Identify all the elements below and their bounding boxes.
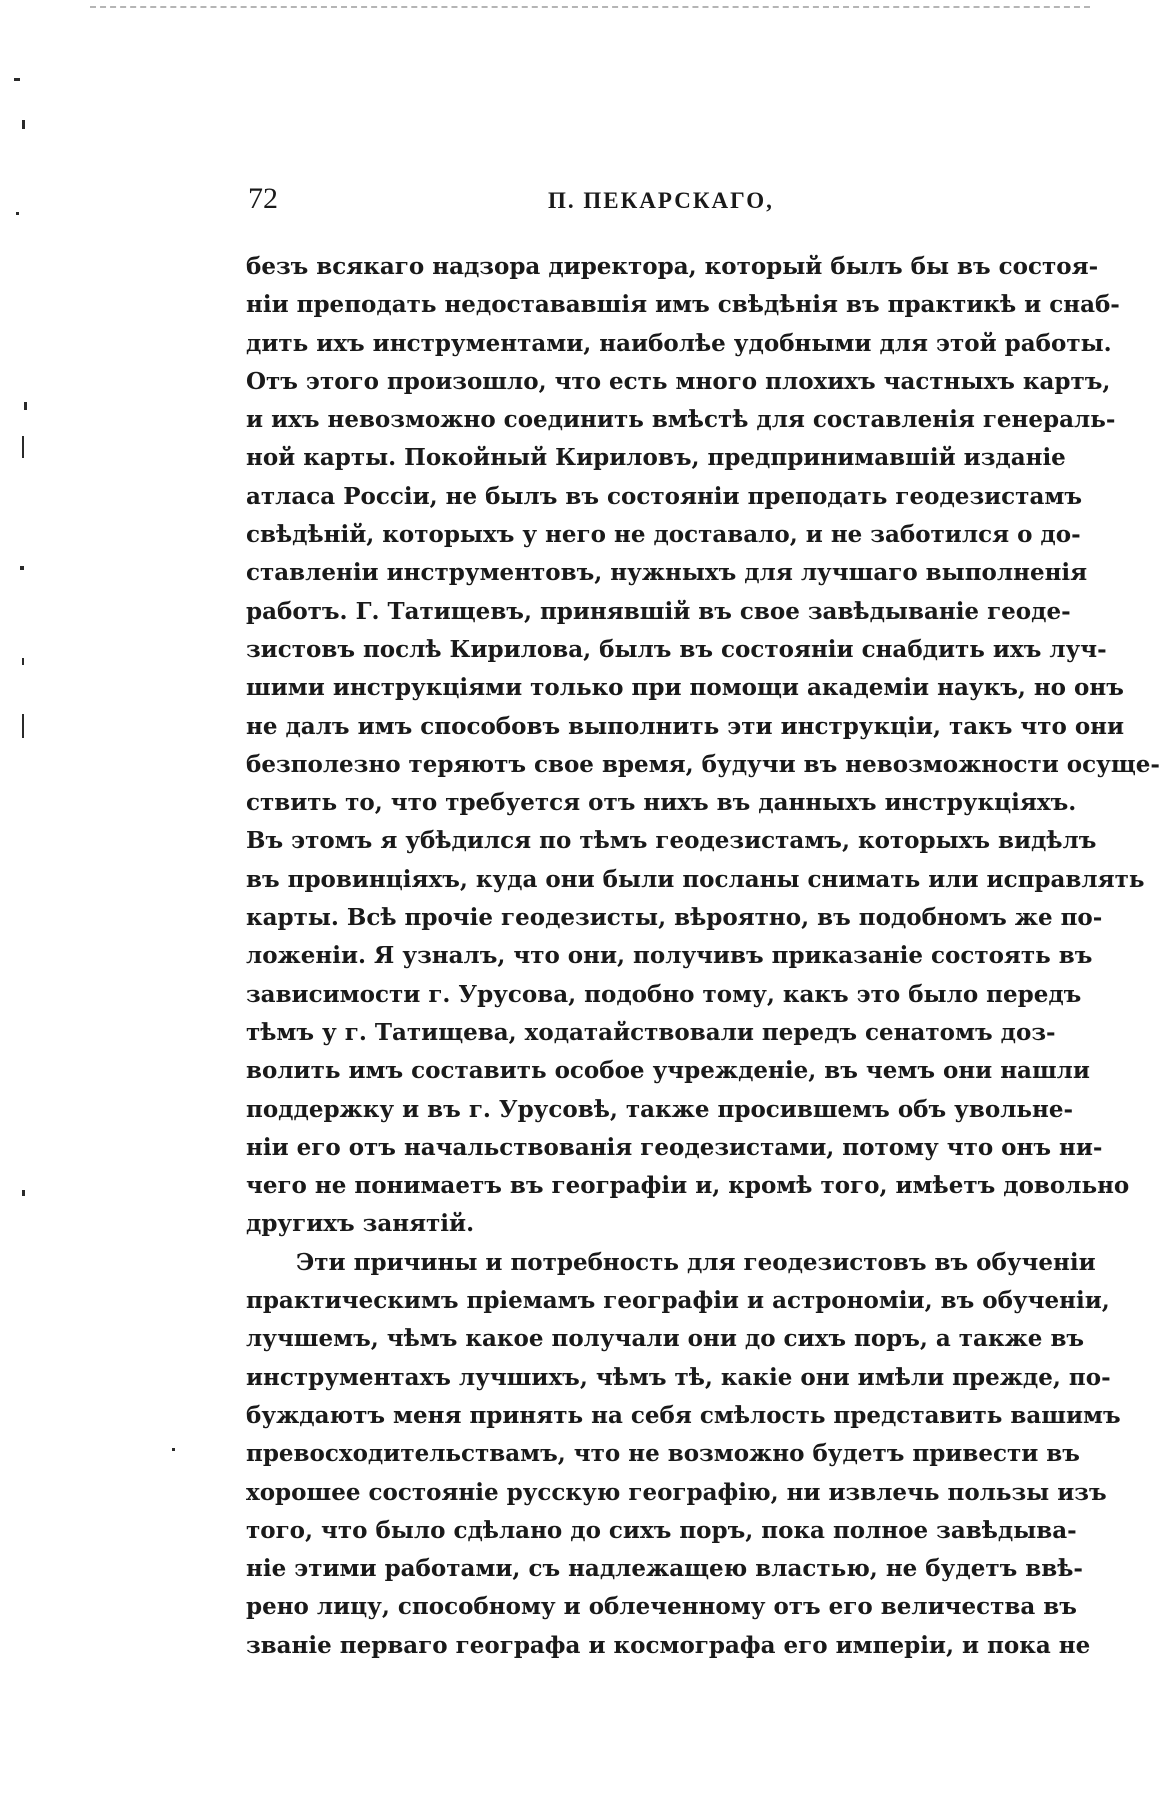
- text-line: свѣдѣній, которыхъ у него не доставало, и не заботился о до-: [246, 521, 1081, 549]
- text-line: буждаютъ меня принять на себя смѣлость представить вашимъ: [246, 1401, 1121, 1429]
- text-line: другихъ занятій.: [246, 1210, 475, 1238]
- text-line: поддержку и въ г. Урусовѣ, также просившемъ объ увольне-: [246, 1095, 1074, 1123]
- text-line: Эти причины и потребность для геодезистовъ въ обученіи: [296, 1248, 1096, 1276]
- text-line: ставленіи инструментовъ, нужныхъ для лучшаго выполненія: [246, 559, 1088, 587]
- scan-margin-mark: [172, 1448, 175, 1451]
- scan-top-rule: [90, 6, 1090, 8]
- text-line: атласа Россіи, не былъ въ состояніи преподать геодезистамъ: [246, 482, 1082, 510]
- paragraph-2: [246, 1244, 1121, 1665]
- text-line: не далъ имъ способовъ выполнить эти инструкціи, такъ что они: [246, 712, 1125, 740]
- text-line: карты. Всѣ прочіе геодезисты, вѣроятно, въ подобномъ же по-: [246, 904, 1103, 932]
- text-line: Отъ этого произошло, что есть много плохихъ частныхъ картъ,: [246, 367, 1111, 395]
- scan-margin-mark: [22, 658, 24, 665]
- text-line: дить ихъ инструментами, наиболѣе удобными для этой работы.: [246, 329, 1112, 357]
- text-line: рено лицу, способному и облеченному отъ его величества въ: [246, 1593, 1077, 1621]
- scan-margin-mark: [16, 212, 19, 215]
- text-line: Въ этомъ я убѣдился по тѣмъ геодезистамъ, которыхъ видѣлъ: [246, 827, 1097, 855]
- text-line: зависимости г. Урусова, подобно тому, какъ это было передъ: [246, 980, 1082, 1008]
- text-line: ствить то, что требуется отъ нихъ въ данныхъ инструкціяхъ.: [246, 789, 1077, 817]
- body-text: [246, 248, 1160, 1665]
- text-line: ніе этими работами, съ надлежащею властью, не будетъ ввѣ-: [246, 1555, 1083, 1583]
- text-line: инструментахъ лучшихъ, чѣмъ тѣ, какіе они имѣли прежде, по-: [246, 1363, 1111, 1391]
- text-line: того, что было сдѣлано до сихъ поръ, пока полное завѣдыва-: [246, 1516, 1077, 1544]
- scan-margin-mark: [24, 402, 27, 410]
- scan-margin-mark: [20, 566, 24, 570]
- text-line: ніи его отъ начальствованія геодезистами, потому что онъ ни-: [246, 1133, 1103, 1161]
- text-line: ніи преподать недостававшія имъ свѣдѣнія въ практикѣ и снаб-: [246, 291, 1120, 319]
- text-line: чего не понимаетъ въ географіи и, кромѣ того, имѣетъ довольно: [246, 1172, 1130, 1200]
- text-line: практическимъ пріемамъ географіи и астрономіи, въ обученіи,: [246, 1287, 1110, 1315]
- text-line: зистовъ послѣ Кирилова, былъ въ состояніи снабдить ихъ луч-: [246, 635, 1107, 663]
- text-line: тѣмъ у г. Татищева, ходатайствовали передъ сенатомъ доз-: [246, 1018, 1056, 1046]
- scan-margin-mark: [22, 1190, 25, 1196]
- scan-margin-mark: [14, 78, 20, 81]
- text-line: безполезно теряютъ свое время, будучи въ невозможности осуще-: [246, 750, 1160, 778]
- text-line: ной карты. Покойный Кириловъ, предпринимавшій изданіе: [246, 444, 1066, 472]
- scan-margin-mark: [22, 120, 25, 129]
- text-line: безъ всякаго надзора директора, который былъ бы въ состоя-: [246, 253, 1099, 280]
- paragraph-1: [246, 248, 1160, 1244]
- text-line: званіе перваго географа и космографа его имперіи, и пока не: [246, 1631, 1091, 1659]
- text-line: ложеніи. Я узналъ, что они, получивъ приказаніе состоять въ: [246, 942, 1093, 970]
- text-line: въ провинціяхъ, куда они были посланы снимать или исправлять: [246, 865, 1145, 893]
- text-line: хорошее состояніе русскую географію, ни извлечь пользы изъ: [246, 1478, 1107, 1506]
- page-header: [248, 182, 1048, 222]
- text-line: превосходительствамъ, что не возможно будетъ привести въ: [246, 1440, 1080, 1468]
- text-line: и ихъ невозможно соединить вмѣстѣ для составленія генераль-: [246, 406, 1116, 434]
- text-line: работъ. Г. Татищевъ, принявшій въ свое завѣдываніе геоде-: [246, 597, 1071, 625]
- running-head: П. ПЕКАРСКАГО,: [548, 188, 774, 213]
- text-line: шими инструкціями только при помощи академіи наукъ, но онъ: [246, 674, 1124, 702]
- scan-margin-mark: [22, 436, 24, 458]
- text-line: волить имъ составить особое учрежденіе, въ чемъ они нашли: [246, 1057, 1090, 1085]
- scan-margin-mark: [22, 714, 24, 738]
- page-number: 72: [248, 182, 278, 215]
- text-line: лучшемъ, чѣмъ какое получали они до сихъ поръ, а также въ: [246, 1325, 1085, 1353]
